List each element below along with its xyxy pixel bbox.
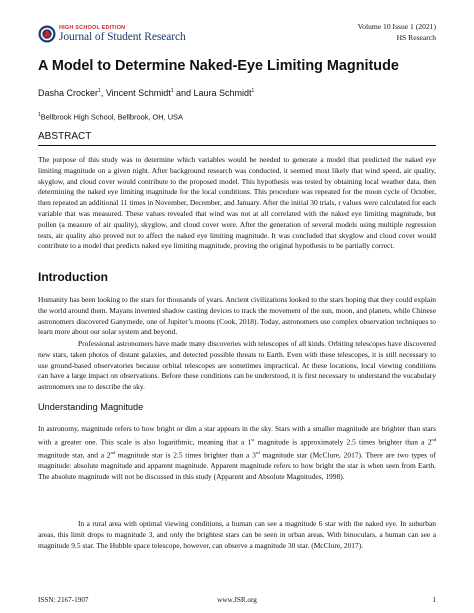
abstract-heading: ABSTRACT — [38, 131, 92, 142]
affiliation-text: Bellbrook High School, Bellbrook, OH, USA — [40, 112, 183, 122]
introduction-paragraph: Humanity has been looking to the stars for thousands of years. Ancient civilizations looked to the stars hoping that they could explain the world around them. Mayans invented shadow casting devices to track the movement of the sun, moon, and planets, while Chinese astronomers discovered Ganymede, one of Jupiter’s moons (Cook, 2018). Today, astronomers use complex observation techniques to learn more about our solar system and beyond. — [38, 295, 436, 337]
text-run: magnitude star, and a 2 — [38, 450, 111, 460]
issn-text: ISSN: 2167-1907 — [38, 596, 89, 604]
ordinal-suffix: st — [251, 436, 255, 442]
abstract-text: The purpose of this study was to determine which variables would be needed to generate a model that predicted the naked eye limiting magnitude on a given night. After background research was conducted, it seemed most likely that wind speed, air quality, skyglow, and cloud cover would contribute to the proposed model. This hypothesis was tested by obtaining local weather data, then determining the naked eye limiting magnitude for the local conditions. This procedure was repeated for the moon cycle of October, then repeated an additional 11 times in November, December, and January. After the initial 30 trials, r values were calculated for each variable that was measured. These values revealed that wind was not at all correlated with the naked eye limiting magnitude, but pollen (a measure of air quality), skyglow, and cloud cover were. After the generation of several models using multiple regression tests, air quality also proved not to affect the naked eye limiting magnitude. It was concluded that skyglow and cloud cover would contribute to a model that predicts naked eye limiting magnitude, proving the original hypothesis to be partially correct. — [38, 155, 436, 251]
magnitude-paragraph — [38, 424, 436, 483]
issue-info — [358, 22, 436, 43]
page-number: 1 — [432, 596, 436, 604]
text-run: In astronomy, magnitude refers to how bright or dim a star appears in the sky. Stars with a smaller magnitude are brighter than stars with a greater one. This scale is also logarithmic, meaning that a 1 — [38, 424, 436, 447]
author-separator: , — [100, 88, 106, 98]
affiliation-mark: 1 — [38, 112, 41, 118]
ordinal-suffix: rd — [255, 450, 260, 456]
logo-journal-name: Journal of Student Research — [59, 31, 186, 43]
author-conjunction: and — [173, 88, 194, 98]
author-name: Dasha Crocker — [38, 88, 99, 98]
introduction-heading: Introduction — [38, 270, 108, 284]
ordinal-suffix: nd — [110, 450, 116, 456]
ordinal-suffix: nd — [431, 436, 437, 442]
author-affil-mark: 1 — [251, 88, 255, 94]
understanding-magnitude-heading: Understanding Magnitude — [38, 402, 144, 412]
affiliation — [38, 112, 183, 121]
author-list — [38, 88, 254, 98]
section-text: HS Research — [396, 32, 436, 42]
introduction-paragraph: Professional astronomers have made many discoveries with telescopes of all kinds. Orbiting telescopes have discovered new stars, taken photos of distant galaxies, and detected possible threats to Earth. Even with these telescopes, it is still necessary to use ground-based observatories because orbital telescopes are sometimes impractical. At these locations, local viewing conditions can have a large impact on observations. Before these conditions can be understood, it is first necessary to understand the vocabulary astronomers use to describe the sky. — [38, 339, 436, 392]
logo-edition-text: HIGH SCHOOL EDITION — [59, 25, 126, 31]
journal-logo-icon — [38, 25, 56, 43]
text-run: magnitude star (McClure, 2017). There are two types of magnitude: absolute magnitude and apparent magnitude. Apparent magnitude refers to how bright the star is when seen from Earth. The absolute magnitude will not be discussed in this study (Apparent and Absolute Magnitudes, 1998). — [38, 450, 436, 482]
journal-logo — [38, 14, 198, 48]
journal-url-link[interactable]: www.JSR.org — [217, 596, 257, 604]
paper-title: A Model to Determine Naked-Eye Limiting Magnitude — [38, 58, 399, 74]
author-affil-mark: 1 — [98, 88, 101, 94]
magnitude-paragraph: In a rural area with optimal viewing conditions, a human can see a magnitude 6 star with the naked eye. In suburban areas, this limit drops to magnitude 3, and only the brightest stars can be seen in urban areas. With binoculars, a human can see a magnitude 9.5 star. The Hubble space telescope, however, can observe a magnitude 30 star. (McClure, 2017). — [38, 519, 436, 550]
text-run: magnitude star is 2.5 times brighter than a 3 — [115, 450, 256, 460]
volume-text: Volume 10 Issue 1 (2021) — [357, 22, 436, 31]
author-affil-mark: 1 — [170, 88, 174, 94]
text-run: magnitude is approximately 2.5 times brighter than a 2 — [254, 437, 432, 447]
author-name: Laura Schmidt — [193, 88, 252, 98]
author-name: Vincent Schmidt — [105, 88, 171, 98]
abstract-rule — [38, 145, 436, 146]
page-footer — [38, 596, 436, 606]
